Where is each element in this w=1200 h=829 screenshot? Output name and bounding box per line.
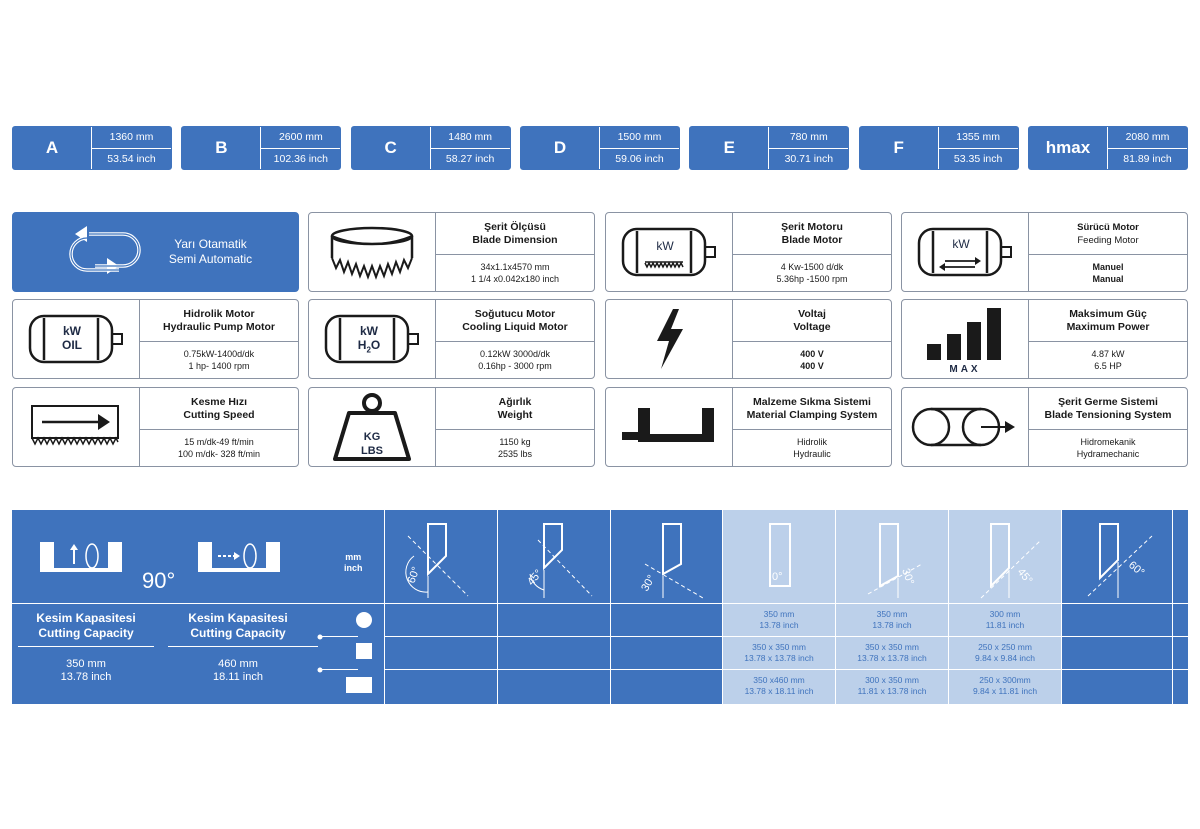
angle-label: 30° xyxy=(899,566,917,587)
dimension-letter: E xyxy=(690,127,768,169)
weight-card xyxy=(308,387,595,467)
vise-feed-icon xyxy=(196,538,282,574)
motor-icon-wrap xyxy=(309,300,436,378)
spec-title-en: Weight xyxy=(497,408,533,421)
capacity-inch: 13.78 inch xyxy=(872,620,912,630)
angle-30-left-diagram xyxy=(623,520,713,600)
max-label: MAX xyxy=(949,363,981,375)
motor-kw-label: kW xyxy=(656,239,674,253)
capacity-inch: 9.84 x 11.81 inch xyxy=(972,686,1038,696)
spec-title-en: Maximum Power xyxy=(1066,320,1150,333)
icon-lbs-label: LBS xyxy=(361,445,383,457)
angle-60-left-diagram xyxy=(398,520,488,600)
angle-label: 45° xyxy=(1014,566,1035,587)
capacity-title-en: Cutting Capacity xyxy=(190,626,286,640)
capacity-round-45 xyxy=(949,604,1061,636)
connector-dot xyxy=(316,666,324,674)
capacity-angle-label: 90° xyxy=(142,568,176,593)
spec-title-tr: Maksimum Güç xyxy=(1069,307,1147,320)
dimension-inch: 58.27 inch xyxy=(430,149,510,170)
capacity-mm: 300 mm xyxy=(989,609,1021,619)
spec-title-tr: Ağırlık xyxy=(498,395,532,408)
capacity-value-right xyxy=(168,658,308,684)
dimension-e xyxy=(689,126,849,170)
spec-value-metric: 34x1.1x4570 mm xyxy=(480,262,550,272)
spec-value-metric: 0.75kW-1400d/dk xyxy=(183,349,255,359)
spec-title-tr: Sürücü Motor xyxy=(1077,221,1139,233)
capacity-inch: 13.78 inch xyxy=(60,671,112,683)
capacity-mm: 250 x 250 mm xyxy=(978,642,1032,652)
units-inch: inch xyxy=(344,563,363,573)
spec-title-en: Material Clamping System xyxy=(746,408,878,421)
dimension-mm: 1360 mm xyxy=(91,127,171,149)
cutting-speed-card xyxy=(12,387,299,467)
voltage-icon-wrap xyxy=(606,300,733,378)
connector-dot xyxy=(316,633,324,641)
spec-value-tr: Hidromekanik xyxy=(1080,437,1136,447)
capacity-rect-45 xyxy=(949,670,1061,702)
angle-label: 45° xyxy=(525,567,545,588)
angle-60-right-diagram xyxy=(1072,520,1162,600)
tensioning-card xyxy=(901,387,1188,467)
angle-label: 30° xyxy=(639,573,658,594)
mode-card xyxy=(12,212,299,292)
capacity-title-left xyxy=(16,611,156,641)
max-power-card xyxy=(901,299,1188,379)
hydraulic-motor-card xyxy=(12,299,299,379)
dimension-inch: 81.89 inch xyxy=(1107,149,1187,170)
capacity-mm: 350 mm xyxy=(763,609,795,619)
motor-icon-wrap xyxy=(902,213,1029,291)
capacity-inch: 13.78 x 13.78 inch xyxy=(857,653,927,663)
spec-value-hp: 6.5 HP xyxy=(1094,361,1122,371)
angle-45-left-diagram xyxy=(510,520,600,600)
spec-value-imperial: 1 hp- 1400 rpm xyxy=(188,361,250,371)
spec-value-imperial: 5.36hp -1500 rpm xyxy=(776,274,848,284)
capacity-rect-30 xyxy=(836,670,948,702)
spec-value-tr: Manuel xyxy=(1092,262,1124,272)
spec-title-tr: Hidrolik Motor xyxy=(183,307,255,320)
spec-value-en: Manual xyxy=(1092,274,1124,284)
units-mm: mm xyxy=(345,552,362,562)
spec-value-kg: 1150 kg xyxy=(499,437,531,447)
capacity-inch: 11.81 x 13.78 inch xyxy=(857,686,927,696)
capacity-rect-0 xyxy=(723,670,835,702)
capacity-inch: 13.78 inch xyxy=(759,620,799,630)
spec-value-tr: Hidrolik xyxy=(796,437,827,447)
spec-title-en: Voltage xyxy=(793,320,831,333)
angle-45-right-diagram xyxy=(961,520,1051,600)
weight-icon-wrap xyxy=(309,388,436,466)
spec-value-kw: 4.87 kW xyxy=(1091,349,1125,359)
dimension-inch: 30.71 inch xyxy=(768,149,848,170)
motor-kw-label: kW xyxy=(952,237,970,251)
dimension-d xyxy=(520,126,680,170)
dimension-mm: 1480 mm xyxy=(430,127,510,149)
icon-kw-label: kW xyxy=(360,324,378,338)
dimension-hmax xyxy=(1028,126,1188,170)
spec-value-lbs: 2535 lbs xyxy=(497,449,533,459)
semi-automatic-cycle-icon xyxy=(59,222,151,282)
dimension-mm: 2080 mm xyxy=(1107,127,1187,149)
capacity-inch: 13.78 x 18.11 inch xyxy=(744,686,814,696)
cutting-capacity-table xyxy=(12,510,1188,704)
spec-title-tr: Şerit Motoru xyxy=(781,220,843,233)
capacity-mm: 350 x 350 mm xyxy=(752,642,806,652)
clamping-card xyxy=(605,387,892,467)
spec-title-en: Blade Motor xyxy=(781,233,843,246)
spec-value-imperial: 1 1/4 x0.042x180 inch xyxy=(470,274,560,284)
spec-value-2: 400 V xyxy=(800,361,824,371)
feeding-motor-icon xyxy=(913,225,1017,279)
speed-icon-wrap xyxy=(13,388,140,466)
spec-title-tr: Voltaj xyxy=(798,307,826,320)
units-label xyxy=(344,552,363,574)
lightning-bolt-icon xyxy=(649,307,689,371)
angle-label: 0° xyxy=(772,571,783,583)
dimension-letter: B xyxy=(182,127,260,169)
capacity-mm: 350 x460 mm xyxy=(753,675,805,685)
dimension-f xyxy=(859,126,1019,170)
dimension-letter: A xyxy=(13,127,91,169)
spec-title-en: Cutting Speed xyxy=(183,408,255,421)
dimension-mm: 2600 mm xyxy=(260,127,340,149)
spec-value-en: Hydramechanic xyxy=(1076,449,1140,459)
spec-value-metric: 4 Kw-1500 d/dk xyxy=(780,262,844,272)
icon-kw-label: kW xyxy=(63,324,81,338)
round-stock-icon xyxy=(355,611,373,629)
spec-title-tr: Şerit Ölçüsü xyxy=(484,220,546,233)
spec-value-min: 15 m/dk-49 ft/min xyxy=(184,437,254,447)
capacity-square-0 xyxy=(723,637,835,669)
dimension-inch: 102.36 inch xyxy=(260,149,340,170)
dimension-inch: 59.06 inch xyxy=(599,149,679,170)
capacity-round-30 xyxy=(836,604,948,636)
spec-title-en: Hydraulic Pump Motor xyxy=(162,320,275,333)
dimension-letter: hmax xyxy=(1029,127,1107,169)
angle-0-diagram xyxy=(734,520,824,600)
capacity-mm: 350 mm xyxy=(876,609,908,619)
capacity-square-30 xyxy=(836,637,948,669)
dimension-inch: 53.54 inch xyxy=(91,149,171,170)
capacity-title-tr: Kesim Kapasitesi xyxy=(188,611,288,625)
capacity-mm: 300 x 350 mm xyxy=(865,675,919,685)
dimension-c xyxy=(351,126,511,170)
capacity-mm: 350 mm xyxy=(66,658,106,670)
spec-title-tr: Malzeme Sıkma Sistemi xyxy=(753,395,871,408)
blade-icon-wrap xyxy=(309,213,436,291)
dimension-letter: D xyxy=(521,127,599,169)
cutting-speed-icon xyxy=(26,400,126,454)
dimension-mm: 1500 mm xyxy=(599,127,679,149)
dimension-inch: 53.35 inch xyxy=(938,149,1018,170)
dimension-mm: 780 mm xyxy=(768,127,848,149)
blade-motor-card xyxy=(605,212,892,292)
motor-icon-wrap xyxy=(13,300,140,378)
dimension-row xyxy=(12,126,1188,170)
vise-round-stock-icon xyxy=(38,538,124,574)
spec-title-en: Cooling Liquid Motor xyxy=(462,320,568,333)
spec-value-1: 400 V xyxy=(800,349,824,359)
capacity-title-tr: Kesim Kapasitesi xyxy=(36,611,136,625)
capacity-inch: 9.84 x 9.84 inch xyxy=(974,653,1035,663)
capacity-mm: 250 x 300mm xyxy=(979,675,1031,685)
spec-title-tr: Kesme Hızı xyxy=(190,395,248,408)
capacity-mm: 460 mm xyxy=(218,658,258,670)
angle-label: 60° xyxy=(1126,559,1147,579)
capacity-square-45 xyxy=(949,637,1061,669)
spec-title-en: Feeding Motor xyxy=(1077,234,1139,246)
dimension-a xyxy=(12,126,172,170)
icon-oil-label: OIL xyxy=(62,338,82,352)
capacity-title-en: Cutting Capacity xyxy=(38,626,134,640)
dimension-b xyxy=(181,126,341,170)
capacity-value-left xyxy=(16,658,156,684)
spec-value-metric: 0.12kW 3000d/dk xyxy=(479,349,551,359)
icon-h2o-label: $H_2O$ xyxy=(357,338,381,355)
dimension-letter: C xyxy=(352,127,430,169)
vise-clamp-icon xyxy=(614,402,724,452)
spec-title-en: Blade Dimension xyxy=(472,233,558,246)
spec-value-en: Hydraulic xyxy=(793,449,831,459)
cooling-motor-card xyxy=(308,299,595,379)
capacity-title-right xyxy=(168,611,308,641)
dimension-letter: F xyxy=(860,127,938,169)
angle-label: 60° xyxy=(405,565,423,586)
capacity-inch: 18.11 inch xyxy=(213,671,263,683)
capacity-round-0 xyxy=(723,604,835,636)
power-icon-wrap xyxy=(902,300,1029,378)
rectangle-stock-icon xyxy=(346,677,372,693)
spec-title-tr: Şerit Germe Sistemi xyxy=(1058,395,1158,408)
spec-value-max: 100 m/dk- 328 ft/min xyxy=(177,449,261,459)
voltage-card xyxy=(605,299,892,379)
spec-title-en: Blade Tensioning System xyxy=(1044,408,1172,421)
capacity-inch: 11.81 inch xyxy=(985,620,1025,630)
capacity-inch: 13.78 x 13.78 inch xyxy=(744,653,814,663)
blade-tension-icon xyxy=(909,402,1021,452)
clamping-icon-wrap xyxy=(606,388,733,466)
power-bars-icon xyxy=(925,304,1005,360)
feeding-motor-card xyxy=(901,212,1188,292)
spec-value-imperial: 0.16hp - 3000 rpm xyxy=(478,361,552,371)
square-stock-icon xyxy=(356,643,372,659)
capacity-mm: 350 x 350 mm xyxy=(865,642,919,652)
angle-30-right-diagram xyxy=(848,520,938,600)
spec-title-tr: Soğutucu Motor xyxy=(474,307,556,320)
dimension-mm: 1355 mm xyxy=(938,127,1018,149)
icon-kg-label: KG xyxy=(363,431,381,443)
blade-dimension-card xyxy=(308,212,595,292)
mode-label-tr: Yarı Otamatik xyxy=(174,237,247,251)
mode-label-en: Semi Automatic xyxy=(168,252,253,266)
band-saw-blade-icon xyxy=(322,222,422,282)
motor-icon-wrap xyxy=(606,213,733,291)
tensioning-icon-wrap xyxy=(902,388,1029,466)
